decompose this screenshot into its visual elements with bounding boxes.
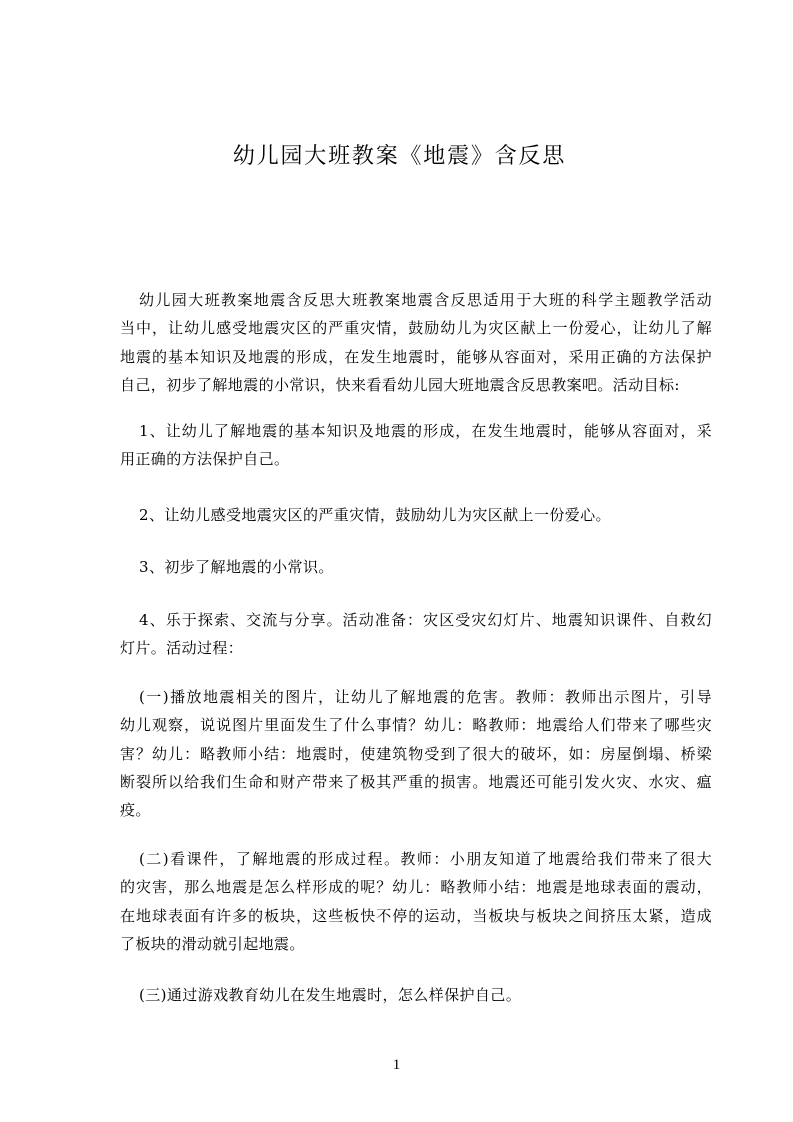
document-title: 幼儿园大班教案《地震》含反思 xyxy=(232,144,567,169)
text-line: 在地球表面有许多的板块，这些板快不停的运动，当板块与板块之间挤压太紧，造成 xyxy=(120,906,712,925)
text-line: 2、让幼儿感受地震灾区的严重灾情，鼓励幼儿为灾区献上一份爱心。 xyxy=(139,506,611,524)
text-line: 断裂所以给我们生命和财产带来了极其严重的损害。地震还可能引发火灾、水灾、瘟 xyxy=(120,772,712,791)
paragraph-process-3 xyxy=(120,981,712,1009)
text-line: 用正确的方法保护自己。 xyxy=(120,450,290,469)
text-line: 疫。 xyxy=(120,801,151,820)
text-line: (三)通过游戏教育幼儿在发生地震时，怎么样保护自己。 xyxy=(139,986,522,1004)
text-line: 了板块的滑动就引起地震。 xyxy=(120,934,305,953)
text-line: 当中，让幼儿感受地震灾区的严重灾情，鼓励幼儿为灾区献上一份爱心，让幼儿了解 xyxy=(120,319,712,338)
text-line: 害？幼儿：略教师小结：地震时，使建筑物受到了很大的破坏，如：房屋倒塌、桥梁 xyxy=(120,744,712,763)
paragraph-process-2 xyxy=(120,845,712,958)
text-line: 幼儿观察，说说图片里面发生了什么事情？幼儿：略教师：地震给人们带来了哪些灾 xyxy=(120,716,712,735)
paragraph-process-1 xyxy=(120,683,712,824)
paragraph-goal-3 xyxy=(120,553,712,581)
text-line: 的灾害，那么地震是怎么样形成的呢？幼儿：略教师小结：地震是地球表面的震动， xyxy=(120,878,712,897)
text-line: 自己，初步了解地震的小常识，快来看看幼儿园大班地震含反思教案吧。活动目标: xyxy=(120,375,680,394)
text-line: (一)播放地震相关的图片，让幼儿了解地震的危害。教师：教师出示图片，引导 xyxy=(139,688,712,706)
paragraph-intro xyxy=(120,286,712,399)
paragraph-goal-1 xyxy=(120,417,712,474)
paragraph-goal-2 xyxy=(120,501,712,529)
text-line: 地震的基本知识及地震的形成，在发生地震时，能够从容面对，采用正确的方法保护 xyxy=(120,347,712,366)
paragraph-goal-4 xyxy=(120,606,712,663)
text-line: 幼儿园大班教案地震含反思大班教案地震含反思适用于大班的科学主题教学活动 xyxy=(139,291,712,309)
text-line: 3、初步了解地震的小常识。 xyxy=(139,558,334,576)
text-line: 1、让幼儿了解地震的基本知识及地震的形成，在发生地震时，能够从容面对，采 xyxy=(139,422,712,440)
text-line: 灯片。活动过程： xyxy=(120,639,244,658)
text-line: 4、乐于探索、交流与分享。活动准备：灾区受灾幻灯片、地震知识课件、自救幻 xyxy=(139,611,712,629)
page-number: 1 xyxy=(392,1057,401,1073)
text-line: (二)看课件，了解地震的形成过程。教师：小朋友知道了地震给我们带来了很大 xyxy=(139,850,712,868)
